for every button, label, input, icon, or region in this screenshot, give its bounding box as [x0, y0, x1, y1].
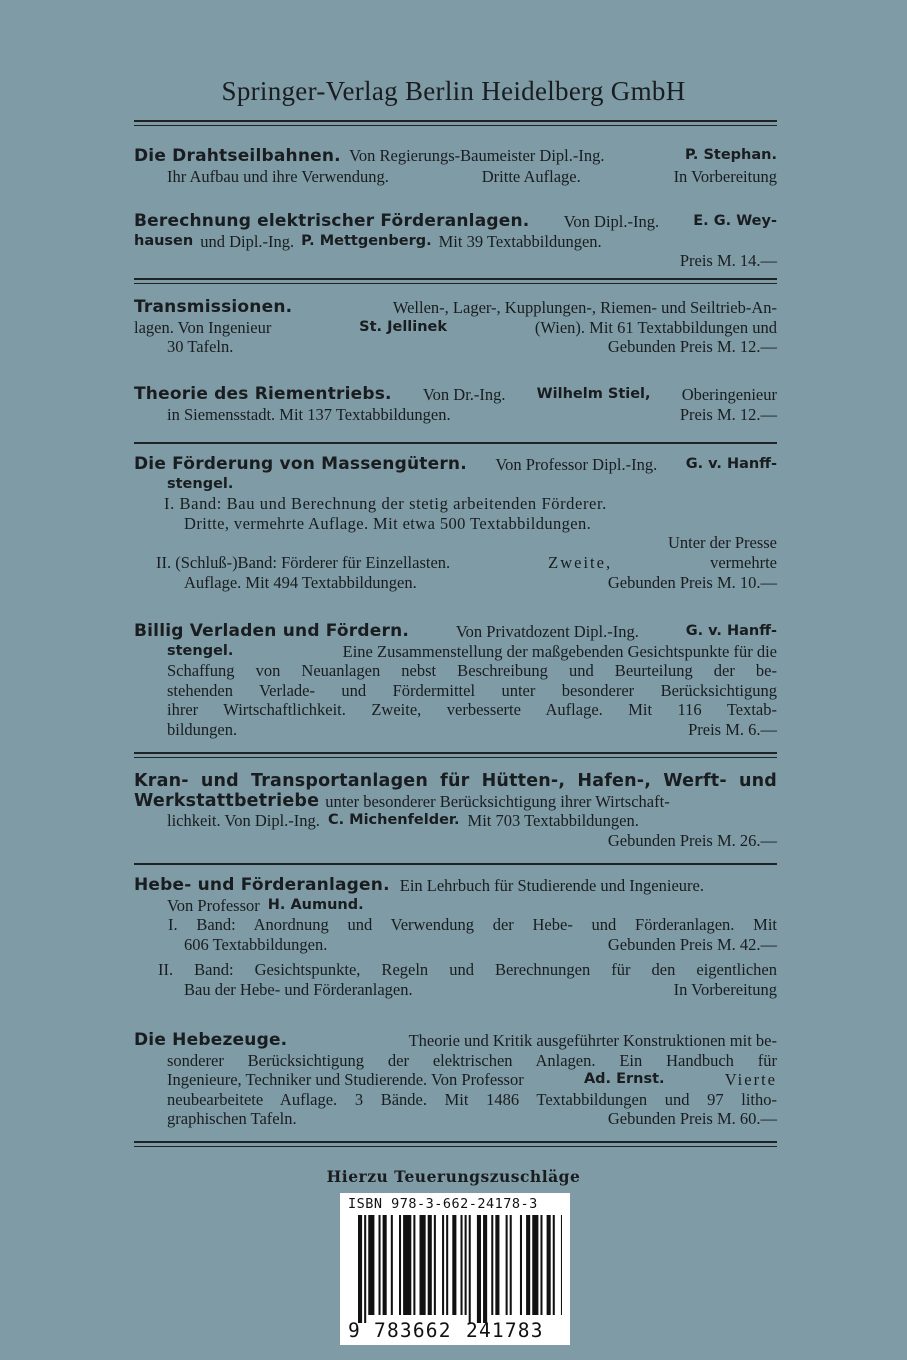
- book-title: Die Drahtseilbahnen.: [134, 146, 341, 166]
- barcode-bar: [399, 1215, 401, 1315]
- book-price: Preis M. 12.—: [679, 404, 777, 424]
- barcode-bar: [358, 1215, 362, 1323]
- volume-1: I. Band: Anordnung und Verwendung der Hebe- und Förderanlagen. Mit: [168, 915, 777, 935]
- barcode-icon: [348, 1215, 562, 1323]
- book-title: Theorie des Riementriebs.: [134, 384, 392, 404]
- book-author: P. Mettgenberg.: [301, 232, 432, 249]
- barcode-bar: [547, 1215, 551, 1315]
- barcode-bar: [428, 1215, 432, 1315]
- book-price: Gebunden Preis M. 42.—: [607, 934, 777, 954]
- book-title: Die Förderung von Massengütern.: [134, 454, 467, 474]
- book-entry-kran-transport: Kran- und Transportanlagen für Hütten-, Hafen-, Werft- und Werkstattbetriebe unter besonderer Berücksichtigung ihrer Wirtschaft- lichkeit. Von Dipl.-Ing. C. Michenfelder. Mit 703 Textabbildungen. Gebunden Preis M. 26.—: [134, 771, 777, 850]
- barcode-bar: [465, 1215, 467, 1315]
- barcode-bar: [553, 1215, 555, 1315]
- book-author: Wilhelm Stiel,: [536, 386, 651, 402]
- barcode-bar: [477, 1215, 481, 1323]
- barcode-bar: [368, 1215, 374, 1315]
- book-entry-foerderanlagen-berechnung: Berechnung elektrischer Förderanlagen. Von Dipl.-Ing. E. G. Wey- hausen und Dipl.-Ing. P. Mettgenberg. Mit 39 Textabbildungen. Preis M. 14.—: [134, 211, 777, 271]
- barcode-bar: [391, 1215, 393, 1315]
- book-author: G. v. Hanff-: [685, 456, 777, 472]
- barcode-bar: [469, 1215, 471, 1323]
- book-author: Ad. Ernst.: [583, 1071, 665, 1088]
- barcode-bar: [483, 1215, 487, 1323]
- book-author: H. Aumund.: [267, 896, 364, 913]
- book-price: Preis M. 6.—: [688, 719, 777, 739]
- barcode-bar: [561, 1215, 562, 1315]
- book-price: Gebunden Preis M. 12.—: [607, 337, 777, 357]
- book-entry-hebezeuge: Die Hebezeuge. Theorie und Kritik ausgeführter Konstruktionen mit be- sonderer Berücksichtigung der elektrischen Anlagen. Ein Handbuch für Ingenieure, Techniker und Studierende. Von Professor Ad. Ernst. Vierte neubearbeitete Auflage. 3 Bände. Mit 1486 Textabbildungen und 97 litho- graphischen Tafeln. Gebunden Preis M. 60.—: [134, 1030, 777, 1129]
- divider: [134, 752, 777, 758]
- barcode-bar: [442, 1215, 444, 1315]
- book-status: Unter der Presse: [667, 533, 777, 553]
- book-entry-massengueter: Die Förderung von Massengütern. Von Professor Dipl.-Ing. G. v. Hanff- stengel. I. Band: Bau und Berechnung der stetig arbeitenden Förderer. Dritte, vermehrte Auflage. Mit etwa 500 Textabbildungen. Unter der Presse II. (Schluß-)Band: Förderer für Einzellasten. Zweite, vermehrte Auflage. Mit 494 Textabbildungen. Gebunden Preis M. 10.—: [134, 454, 777, 592]
- divider: [134, 1141, 777, 1147]
- isbn-barcode: ISBN 978-3-662-24178-3 9 783662 241783: [340, 1193, 570, 1345]
- volume-1: I. Band: Bau und Berechnung der stetig arbeitenden Förderer.: [164, 494, 607, 514]
- book-entry-hebe-foerderanlagen: Hebe- und Förderanlagen. Ein Lehrbuch für Studierende und Ingenieure. Von Professor H. Aumund. I. Band: Anordnung und Verwendung der Hebe- und Förderanlagen. Mit 606 Textabbildungen. Gebunden Preis M. 42.— II. Band: Gesichtspunkte, Regeln und Berechnungen für den eigentlichen Bau der Hebe- und Förderanlagen. In Vorbereitung: [134, 875, 777, 999]
- barcode-bar: [491, 1215, 493, 1315]
- barcode-bar: [526, 1215, 530, 1315]
- barcode-bar: [506, 1215, 508, 1315]
- divider: [134, 863, 777, 865]
- barcode-bar: [520, 1215, 522, 1315]
- book-status: In Vorbereitung: [673, 979, 777, 999]
- barcode-bar: [461, 1215, 463, 1315]
- barcode-bar: [446, 1215, 448, 1315]
- book-status: In Vorbereitung: [673, 166, 777, 186]
- barcode-bar: [383, 1215, 387, 1315]
- book-title: Transmissionen.: [134, 297, 293, 317]
- book-price: Gebunden Preis M. 26.—: [607, 830, 777, 850]
- volume-2: II. Band: Gesichtspunkte, Regeln und Berechnungen für den eigentlichen: [158, 960, 777, 980]
- barcode-bar: [510, 1215, 512, 1315]
- book-title: Billig Verladen und Fördern.: [134, 621, 410, 641]
- barcode-bar: [413, 1215, 415, 1315]
- book-author: G. v. Hanff-: [685, 623, 777, 639]
- barcode-bar: [532, 1215, 538, 1315]
- isbn-text: ISBN 978-3-662-24178-3: [348, 1196, 538, 1212]
- barcode-bar: [379, 1215, 381, 1315]
- divider: [134, 442, 777, 444]
- book-author: C. Michenfelder.: [327, 812, 460, 829]
- volume-2: II. (Schluß-)Band: Förderer für Einzellasten.: [156, 552, 451, 572]
- book-author: St. Jellinek: [359, 318, 448, 335]
- publisher-name: Springer-Verlag Berlin Heidelberg GmbH: [221, 76, 686, 106]
- barcode-bar: [452, 1215, 456, 1315]
- book-author: E. G. Wey-: [693, 213, 777, 229]
- book-price: Gebunden Preis M. 60.—: [607, 1109, 777, 1129]
- book-entry-drahtseilbahnen: Die Drahtseilbahnen. Von Regierungs-Baumeister Dipl.-Ing. P. Stephan. Ihr Aufbau und ihre Verwendung. Dritte Auflage. In Vorbereitung: [134, 146, 777, 186]
- surcharge-note: Hierzu Teuerungszuschläge: [326, 1167, 581, 1186]
- book-title: Die Hebezeuge.: [134, 1030, 288, 1050]
- book-title: Berechnung elektrischer Förderanlagen.: [134, 211, 530, 231]
- book-price: Preis M. 14.—: [679, 251, 777, 271]
- barcode-bar: [364, 1215, 366, 1323]
- book-price: Gebunden Preis M. 10.—: [607, 572, 777, 592]
- book-author: P. Stephan.: [684, 147, 777, 163]
- divider: [134, 120, 777, 126]
- book-title: Hebe- und Förderanlagen.: [134, 875, 390, 895]
- book-entry-transmissionen: Transmissionen. Wellen-, Lager-, Kupplungen-, Riemen- und Seiltrieb-An- lagen. Von Ingenieur St. Jellinek (Wien). Mit 61 Textabbildungen und 30 Tafeln. Gebunden Preis M. 12.—: [134, 297, 777, 357]
- divider: [134, 278, 777, 284]
- barcode-bar: [420, 1215, 426, 1315]
- book-title: Kran- und Transportanlagen für Hütten-, Hafen-, Werft- und: [134, 771, 777, 791]
- barcode-bar: [434, 1215, 436, 1315]
- book-entry-billig-verladen: Billig Verladen und Fördern. Von Privatdozent Dipl.-Ing. G. v. Hanff- stengel. Eine Zusammenstellung der maßgebenden Gesichtspunkte für die Schaffung von Neuanlagen nebst Beschreibung und Beurteilung der be- stehenden Verlade- und Fördermittel unter besonderer Berücksichtigung ihrer Wirtschaftlichkeit. Zweite, verbesserte Auflage. Mit 116 Textab- bildungen. Preis M. 6.—: [134, 621, 777, 739]
- barcode-bar: [540, 1215, 542, 1315]
- barcode-bar: [403, 1215, 411, 1315]
- book-entry-riementrieb: Theorie des Riementriebs. Von Dr.-Ing. Wilhelm Stiel, Oberingenieur in Siemensstadt. Mit 137 Textabbildungen. Preis M. 12.—: [134, 384, 777, 424]
- barcode-bar: [495, 1215, 499, 1315]
